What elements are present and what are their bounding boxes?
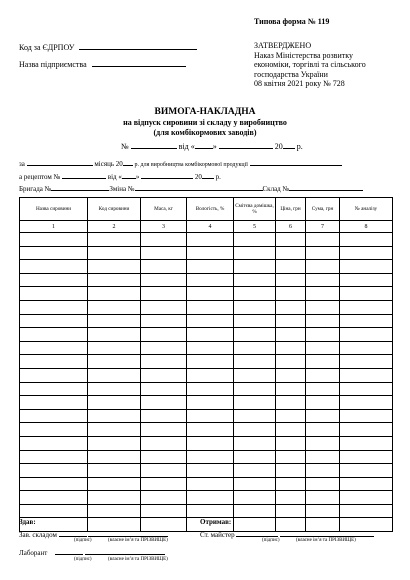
table-cell[interactable]	[306, 382, 340, 396]
table-cell[interactable]	[88, 273, 141, 287]
production-input-line[interactable]	[250, 158, 342, 166]
lab-name-line[interactable]	[85, 547, 165, 555]
table-cell[interactable]	[340, 423, 393, 437]
brigade-input-line[interactable]	[51, 183, 109, 191]
table-number-row	[20, 221, 393, 233]
table-row	[20, 396, 393, 410]
table-cell[interactable]	[141, 464, 187, 478]
table-cell[interactable]	[141, 300, 187, 314]
table-row	[20, 409, 393, 423]
table-cell[interactable]	[187, 328, 234, 342]
table-cell[interactable]	[234, 355, 276, 369]
warehouse-label: Склад №	[262, 185, 290, 193]
table-cell[interactable]	[88, 464, 141, 478]
table-cell[interactable]	[340, 491, 393, 505]
table-cell[interactable]	[340, 300, 393, 314]
table-row	[20, 382, 393, 396]
table-cell[interactable]	[234, 300, 276, 314]
table-cell[interactable]	[88, 233, 141, 247]
table-cell[interactable]	[234, 409, 276, 423]
shift-label: Зміна №	[109, 185, 135, 193]
table-cell[interactable]	[234, 464, 276, 478]
table-cell[interactable]	[276, 436, 306, 450]
table-cell[interactable]	[88, 328, 141, 342]
table-header-row	[20, 198, 393, 221]
from-close: »	[212, 142, 217, 151]
from-open: від «	[178, 142, 195, 151]
approval-line: Наказ Міністерства розвитку	[254, 50, 353, 60]
table-row	[20, 260, 393, 274]
column-header: Сума, грн	[306, 198, 340, 221]
table-cell[interactable]	[141, 273, 187, 287]
table-cell[interactable]	[276, 504, 306, 518]
table-cell[interactable]	[340, 477, 393, 491]
table-cell[interactable]	[88, 491, 141, 505]
table-cell[interactable]	[276, 382, 306, 396]
recipe-year-suffix: р.	[215, 173, 221, 181]
table-cell[interactable]	[20, 233, 88, 247]
table-cell[interactable]	[187, 382, 234, 396]
table-cell[interactable]	[187, 233, 234, 247]
table-cell[interactable]	[234, 477, 276, 491]
table-cell[interactable]	[306, 341, 340, 355]
table-cell[interactable]	[306, 396, 340, 410]
table-cell[interactable]	[234, 233, 276, 247]
table-cell[interactable]	[20, 314, 88, 328]
table-row	[20, 423, 393, 437]
table-cell[interactable]	[20, 491, 88, 505]
column-number: 6	[276, 221, 306, 233]
table-cell[interactable]	[88, 287, 141, 301]
approval-line: 08 квітня 2021 року № 728	[254, 79, 345, 89]
column-header: Маса, кг	[141, 198, 187, 221]
table-cell[interactable]	[88, 341, 141, 355]
table-cell[interactable]	[234, 436, 276, 450]
table-row	[20, 491, 393, 505]
table-cell[interactable]	[340, 260, 393, 274]
table-cell[interactable]	[234, 491, 276, 505]
table-cell[interactable]	[141, 355, 187, 369]
table-cell[interactable]	[276, 423, 306, 437]
table-cell[interactable]	[340, 341, 393, 355]
table-row	[20, 450, 393, 464]
column-header: Назва сировини	[20, 198, 88, 221]
table-cell[interactable]	[20, 450, 88, 464]
number-date-row	[121, 141, 303, 151]
table-cell[interactable]	[20, 464, 88, 478]
table-cell[interactable]	[306, 436, 340, 450]
table-cell[interactable]	[276, 260, 306, 274]
recipe-label: а рецептом №	[19, 173, 61, 181]
table-cell[interactable]	[276, 328, 306, 342]
table-cell[interactable]	[20, 409, 88, 423]
table-cell[interactable]	[88, 450, 141, 464]
table-cell[interactable]	[276, 246, 306, 260]
day-input-line[interactable]	[195, 141, 213, 149]
shift-input-line[interactable]	[135, 183, 263, 191]
table-cell[interactable]	[234, 396, 276, 410]
table-cell[interactable]	[340, 436, 393, 450]
column-number: 5	[234, 221, 276, 233]
table-cell[interactable]	[141, 314, 187, 328]
table-cell[interactable]	[141, 368, 187, 382]
table-cell[interactable]	[306, 409, 340, 423]
table-cell[interactable]	[20, 504, 88, 518]
table-cell[interactable]	[306, 300, 340, 314]
table-cell[interactable]	[306, 491, 340, 505]
master-name-line[interactable]	[280, 529, 374, 537]
recipe-from-open: від «	[107, 173, 122, 181]
table-cell[interactable]	[20, 477, 88, 491]
signature-caption: (підпис)	[74, 538, 92, 543]
table-cell[interactable]	[141, 287, 187, 301]
table-cell[interactable]	[340, 504, 393, 518]
table-cell[interactable]	[187, 504, 234, 518]
column-number: 1	[20, 221, 88, 233]
table-cell[interactable]	[141, 382, 187, 396]
storekeeper-label: Зав. складом	[19, 531, 57, 539]
table-cell[interactable]	[234, 273, 276, 287]
table-cell[interactable]	[306, 233, 340, 247]
column-number: 8	[340, 221, 393, 233]
issued-label: Здав:	[19, 518, 36, 526]
table-row	[20, 328, 393, 342]
table-cell[interactable]	[88, 355, 141, 369]
recipe-row	[19, 171, 221, 181]
column-number: 7	[306, 221, 340, 233]
title-line3: (для комбікормових заводів)	[153, 128, 257, 137]
name-caption: (власне ім’я та ПРІЗВИЩЕ)	[296, 538, 356, 543]
table-row	[20, 355, 393, 369]
table-cell[interactable]	[276, 477, 306, 491]
table-cell[interactable]	[187, 314, 234, 328]
edrpou-input-line[interactable]	[79, 42, 197, 50]
form-number: Типова форма № 119	[254, 17, 330, 26]
table-cell[interactable]	[88, 436, 141, 450]
table-cell[interactable]	[187, 477, 234, 491]
master-signature-line[interactable]	[236, 529, 278, 537]
number-input-line[interactable]	[131, 141, 177, 149]
warehouse-input-line[interactable]	[289, 183, 363, 191]
table-row	[20, 477, 393, 491]
table-row	[20, 464, 393, 478]
table-cell[interactable]	[340, 314, 393, 328]
edrpou-label: Код за ЄДРПОУ	[19, 43, 75, 52]
recipe-number-input-line[interactable]	[62, 171, 106, 179]
table-cell[interactable]	[234, 341, 276, 355]
year-input-line[interactable]	[283, 141, 295, 149]
table-cell[interactable]	[234, 450, 276, 464]
table-cell[interactable]	[88, 314, 141, 328]
table-cell[interactable]	[187, 355, 234, 369]
table-row	[20, 300, 393, 314]
document-title	[0, 107, 410, 139]
table-cell[interactable]	[141, 436, 187, 450]
column-header: Код сировини	[88, 198, 141, 221]
table-cell[interactable]	[276, 464, 306, 478]
recipe-from-close: »	[135, 173, 140, 181]
approval-line: економіки, торгівлі та сільського	[254, 60, 366, 70]
table-cell[interactable]	[340, 396, 393, 410]
table-cell[interactable]	[306, 368, 340, 382]
year-suffix: р.	[296, 142, 303, 151]
table-row	[20, 436, 393, 450]
table-cell[interactable]	[306, 260, 340, 274]
table-cell[interactable]	[234, 246, 276, 260]
column-header: № аналізу	[340, 198, 393, 221]
table-cell[interactable]	[306, 314, 340, 328]
table-cell[interactable]	[141, 423, 187, 437]
table-cell[interactable]	[187, 287, 234, 301]
table-cell[interactable]	[340, 273, 393, 287]
title-line2: на відпуск сировини зі складу у виробництво	[123, 117, 287, 127]
production-label: р. для виробництва комбікормової продукції	[134, 162, 248, 168]
table-cell[interactable]	[88, 368, 141, 382]
table-cell[interactable]	[234, 504, 276, 518]
table-cell[interactable]	[141, 396, 187, 410]
column-number: 2	[88, 221, 141, 233]
table-cell[interactable]	[20, 341, 88, 355]
table-cell[interactable]	[187, 423, 234, 437]
table-cell[interactable]	[141, 260, 187, 274]
table-cell[interactable]	[340, 328, 393, 342]
table-cell[interactable]	[20, 423, 88, 437]
table-cell[interactable]	[234, 287, 276, 301]
period-month-input-line[interactable]	[27, 158, 93, 166]
recipe-year-20: 20	[194, 173, 202, 181]
table-cell[interactable]	[234, 328, 276, 342]
table-row	[20, 287, 393, 301]
received-label: Отримав:	[200, 518, 232, 526]
table-cell[interactable]	[88, 260, 141, 274]
signature-caption: (підпис)	[74, 557, 92, 562]
table-cell[interactable]	[187, 491, 234, 505]
table-cell[interactable]	[20, 436, 88, 450]
table-cell[interactable]	[340, 382, 393, 396]
table-cell[interactable]	[187, 246, 234, 260]
table-cell[interactable]	[20, 328, 88, 342]
table-cell[interactable]	[276, 368, 306, 382]
table-cell[interactable]	[187, 273, 234, 287]
table-cell[interactable]	[187, 300, 234, 314]
table-row	[20, 368, 393, 382]
table-cell[interactable]	[141, 233, 187, 247]
table-cell[interactable]	[234, 314, 276, 328]
column-header: Вологість, %	[187, 198, 234, 221]
table-cell[interactable]	[340, 450, 393, 464]
table-cell[interactable]	[276, 314, 306, 328]
table-cell[interactable]	[20, 382, 88, 396]
enterprise-input-line[interactable]	[92, 59, 186, 67]
title-main: ВИМОГА-НАКЛАДНА	[154, 107, 256, 117]
recipe-month-input-line[interactable]	[141, 171, 193, 179]
table-cell[interactable]	[88, 300, 141, 314]
approval-line: господарства України	[254, 69, 328, 79]
table-cell[interactable]	[20, 368, 88, 382]
lab-signature-line[interactable]	[55, 547, 83, 555]
edrpou-field	[19, 42, 197, 52]
table-cell[interactable]	[187, 409, 234, 423]
table-row	[20, 273, 393, 287]
period-year-input-line[interactable]	[123, 158, 133, 166]
name-caption: (власне ім’я та ПРІЗВИЩЕ)	[108, 538, 168, 543]
table-cell[interactable]	[88, 477, 141, 491]
table-cell[interactable]	[276, 450, 306, 464]
table-cell[interactable]	[187, 368, 234, 382]
storekeeper-name-line[interactable]	[88, 529, 168, 537]
table-cell[interactable]	[306, 328, 340, 342]
table-cell[interactable]	[20, 246, 88, 260]
table-cell[interactable]	[234, 260, 276, 274]
table-row	[20, 504, 393, 518]
table-row	[20, 246, 393, 260]
approved-heading: ЗАТВЕРДЖЕНО	[254, 41, 312, 50]
column-header: Ціна, грн	[276, 198, 306, 221]
table-cell[interactable]	[306, 450, 340, 464]
recipe-year-input-line[interactable]	[202, 171, 214, 179]
table-cell[interactable]	[141, 246, 187, 260]
table-body	[20, 233, 393, 532]
table-cell[interactable]	[141, 450, 187, 464]
table-cell[interactable]	[234, 382, 276, 396]
materials-table	[19, 197, 393, 532]
table-cell[interactable]	[187, 260, 234, 274]
table-cell[interactable]	[20, 273, 88, 287]
table-cell[interactable]	[306, 273, 340, 287]
year-20: 20	[274, 142, 283, 151]
master-label: Ст. майстер	[200, 531, 235, 539]
period-row	[19, 158, 342, 168]
enterprise-label: Назва підприємства	[19, 60, 87, 69]
table-cell[interactable]	[141, 491, 187, 505]
number-prefix: №	[121, 142, 129, 151]
table-cell[interactable]	[276, 355, 306, 369]
table-cell[interactable]	[276, 409, 306, 423]
table-cell[interactable]	[340, 464, 393, 478]
table-cell[interactable]	[187, 341, 234, 355]
table-cell[interactable]	[340, 233, 393, 247]
table-cell[interactable]	[88, 409, 141, 423]
table-cell[interactable]	[141, 477, 187, 491]
table-cell[interactable]	[88, 246, 141, 260]
table-cell[interactable]	[187, 450, 234, 464]
table-cell[interactable]	[276, 287, 306, 301]
name-caption: (власне ім’я та ПРІЗВИЩЕ)	[108, 557, 168, 562]
table-cell[interactable]	[141, 328, 187, 342]
table-cell[interactable]	[187, 464, 234, 478]
table-cell[interactable]	[88, 382, 141, 396]
column-number: 3	[141, 221, 187, 233]
for-label: за	[19, 160, 25, 168]
brigade-row	[19, 183, 363, 193]
table-cell[interactable]	[141, 409, 187, 423]
table-cell[interactable]	[306, 246, 340, 260]
signature-caption: (підпис)	[262, 538, 280, 543]
table-cell[interactable]	[340, 246, 393, 260]
table-cell[interactable]	[20, 396, 88, 410]
table-cell[interactable]	[276, 233, 306, 247]
table-cell[interactable]	[276, 396, 306, 410]
table-cell[interactable]	[187, 396, 234, 410]
table-row	[20, 314, 393, 328]
table-cell[interactable]	[340, 287, 393, 301]
table-cell[interactable]	[234, 423, 276, 437]
table-cell[interactable]	[141, 504, 187, 518]
table-cell[interactable]	[276, 341, 306, 355]
table-cell[interactable]	[88, 504, 141, 518]
month-20-label: місяць 20	[94, 160, 123, 168]
column-header: Смітєва домішка, %	[234, 198, 276, 221]
column-number: 4	[187, 221, 234, 233]
table-row	[20, 341, 393, 355]
approval-block	[254, 41, 366, 89]
recipe-day-input-line[interactable]	[122, 171, 136, 179]
brigade-label: Бригада №	[19, 185, 52, 193]
table-row	[20, 233, 393, 247]
table-cell[interactable]	[20, 260, 88, 274]
table-cell[interactable]	[340, 409, 393, 423]
storekeeper-signature-line[interactable]	[59, 529, 87, 537]
table-cell[interactable]	[276, 273, 306, 287]
table-cell[interactable]	[88, 423, 141, 437]
table-cell[interactable]	[340, 368, 393, 382]
table-cell[interactable]	[141, 341, 187, 355]
lab-row	[19, 547, 165, 557]
lab-label: Лаборант	[19, 549, 48, 557]
table-cell[interactable]	[276, 300, 306, 314]
table-cell[interactable]	[340, 355, 393, 369]
table-cell[interactable]	[20, 355, 88, 369]
enterprise-field	[19, 59, 186, 69]
table-cell[interactable]	[306, 355, 340, 369]
table-cell[interactable]	[88, 396, 141, 410]
table-cell[interactable]	[306, 423, 340, 437]
table-cell[interactable]	[306, 464, 340, 478]
table-cell[interactable]	[306, 477, 340, 491]
table-cell[interactable]	[306, 504, 340, 518]
table-cell[interactable]	[306, 287, 340, 301]
table-cell[interactable]	[187, 436, 234, 450]
table-cell[interactable]	[20, 300, 88, 314]
table-cell[interactable]	[20, 287, 88, 301]
table-cell[interactable]	[234, 368, 276, 382]
table-cell[interactable]	[276, 491, 306, 505]
month-input-line[interactable]	[219, 141, 273, 149]
